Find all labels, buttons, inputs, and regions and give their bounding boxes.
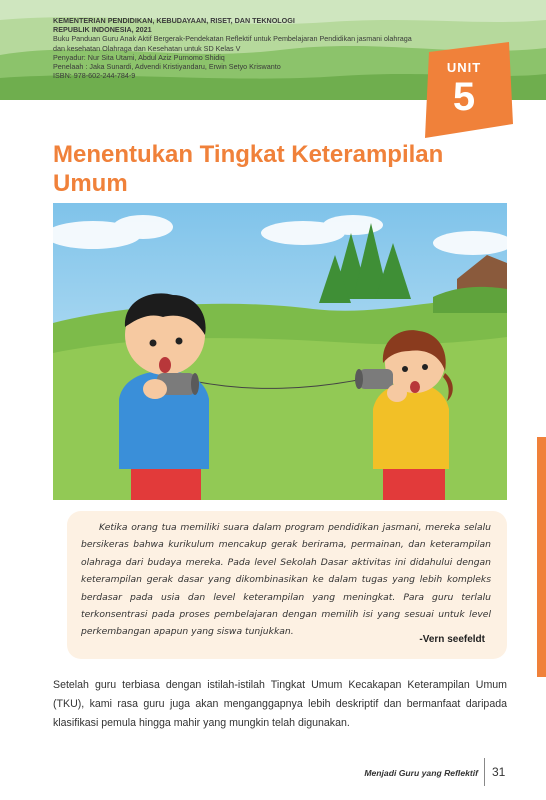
book-metadata <box>53 16 413 80</box>
book-title-line: Buku Panduan Guru Anak Aktif Bergerak-Pendekatan Reflektif untuk Pembelajaran Pendidikan jasmani olahraga dan kesehatan Olahraga dan Kesehatan untuk SD Kelas V <box>53 34 412 53</box>
body-paragraph: Setelah guru terbiasa dengan istilah-istilah Tingkat Umum Kecakapan Keterampilan Umum (TKU), kami rasa guru juga akan menganggapnya lebih deskriptif dan bermanfaat daripada klasifikasi pemula hingga mahir yang mungkin telah digunakan. <box>53 679 507 729</box>
unit-number: 5 <box>452 75 476 119</box>
unit-label: UNIT <box>446 60 482 75</box>
unit-badge <box>425 42 513 138</box>
publisher-line: KEMENTERIAN PENDIDIKAN, KEBUDAYAAN, RISET, DAN TEKNOLOGI <box>53 16 295 25</box>
kids-tin-can-phone-illustration <box>53 203 507 500</box>
page-title: Menentukan Tingkat Keterampilan Umum <box>53 141 444 197</box>
page-number: 31 <box>492 765 506 779</box>
footer-running-title: Menjadi Guru yang Reflektif <box>364 768 478 778</box>
reviewers-line: Penelaah : Jaka Sunardi, Advendi Kristiyandaru, Erwin Setyo Kriswanto <box>53 62 281 72</box>
isbn-line: ISBN: 978-602-244-784-9 <box>53 71 136 81</box>
illustration-drawing <box>53 203 507 500</box>
quote-box <box>67 511 507 659</box>
authors-line: Penyadur: Nur Sita Utami, Abdul Aziz Purnomo Shidiq <box>53 52 225 62</box>
footer-divider <box>484 758 485 786</box>
side-accent-bar <box>537 437 546 677</box>
quote-author: -Vern seefeldt <box>419 634 485 645</box>
quote-text: Ketika orang tua memiliki suara dalam program pendidikan jasmani, mereka selalu bersikeras bahwa kurikulum mencakup gerak berirama, permainan, dan keterampilan olahraga dari budaya mereka. Pada level Sekolah Dasar aktivitas ini didahului dengan keterampilan gerak dasar yang dikombinasikan ke dalam tugas yang lebih kompleks berdasar pada usia dan level keterampilan yang meningkat. Para guru terlalu terkonsentrasi pada proses pembelajaran dengan memilih isi yang sesuai untuk level perkembangan apapun yang siswa tunjukkan. <box>81 522 491 638</box>
country-line: REPUBLIK INDONESIA, 2021 <box>53 25 152 35</box>
